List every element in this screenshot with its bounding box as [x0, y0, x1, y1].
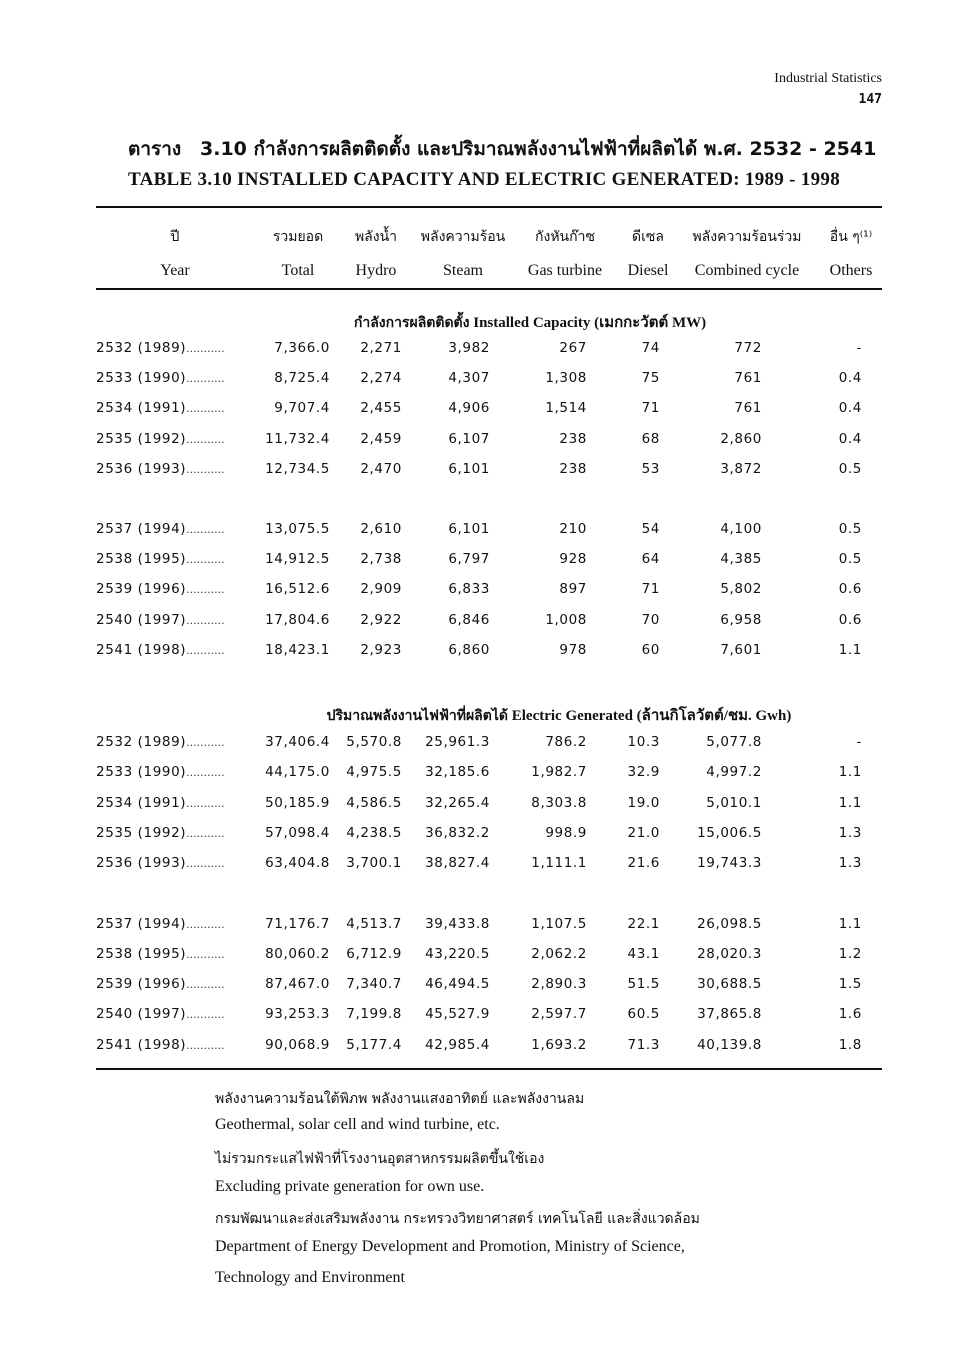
- total-cell: 63,404.8: [265, 855, 330, 872]
- total-cell: 71,176.7: [265, 915, 330, 932]
- gas-turbine-cell: 210: [559, 521, 587, 537]
- total-cell: 12,734.5: [265, 460, 330, 477]
- title-thai: [128, 134, 876, 164]
- year-label: 2535 (1992): [96, 824, 187, 841]
- diesel-cell: 68: [641, 430, 660, 447]
- others-cell: 1.1: [838, 641, 862, 658]
- combined-cycle-cell: 5,802: [720, 581, 762, 598]
- combined-cycle-cell: 4,385: [720, 551, 762, 568]
- gas-turbine-cell: 1,308: [545, 370, 587, 387]
- leader-dots: ...........: [186, 643, 225, 657]
- gas-turbine-cell: 2,597.7: [531, 1006, 587, 1023]
- hydro-cell: 2,610: [360, 521, 402, 537]
- steam-cell: 46,494.5: [425, 976, 490, 993]
- steam-cell: 4,307: [448, 370, 490, 387]
- year-cell: [96, 461, 225, 477]
- year-label: 2532 (1989): [96, 734, 187, 750]
- hydro-cell: 4,238.5: [346, 824, 402, 841]
- table-row: [0, 734, 966, 758]
- combined-cycle-cell: 5,077.8: [706, 734, 762, 750]
- others-cell: 0.4: [838, 430, 862, 447]
- hydro-cell: 2,455: [360, 400, 402, 417]
- hydro-cell: 2,271: [360, 340, 402, 356]
- steam-cell: 6,846: [448, 611, 490, 628]
- col-header-total: รวมยอด Total: [272, 229, 324, 279]
- leader-dots: ...........: [186, 857, 225, 871]
- leader-dots: ...........: [186, 583, 225, 597]
- gas-turbine-cell: 1,008: [545, 611, 587, 628]
- hydro-cell: 4,513.7: [346, 915, 402, 932]
- combined-cycle-cell: 4,997.2: [706, 764, 762, 781]
- year-cell: [96, 795, 225, 811]
- year-label: 2537 (1994): [96, 521, 187, 537]
- year-label: 2534 (1991): [96, 400, 187, 417]
- hydro-cell: 2,738: [360, 551, 402, 568]
- gas-turbine-cell: 1,107.5: [531, 915, 587, 932]
- combined-cycle-cell: 761: [734, 400, 762, 417]
- steam-cell: 6,101: [448, 521, 490, 537]
- others-cell: 1.1: [838, 794, 862, 811]
- col-header-hydro: พลังน้ำ Hydro: [354, 229, 398, 279]
- others-cell: 1.6: [838, 1006, 862, 1023]
- table-row: [0, 521, 966, 545]
- col-header-gas-turbine: กังหันก๊าซ Gas turbine: [527, 229, 603, 279]
- year-label: 2538 (1995): [96, 551, 187, 568]
- others-cell: -: [856, 734, 862, 750]
- total-cell: 11,732.4: [265, 430, 330, 447]
- gas-turbine-cell: 786.2: [545, 734, 587, 750]
- diesel-cell: 71: [641, 400, 660, 417]
- leader-dots: ...........: [186, 947, 225, 961]
- col-header-diesel: ดีเซล Diesel: [627, 229, 669, 279]
- others-cell: 0.5: [838, 521, 862, 537]
- year-label: 2540 (1997): [96, 1006, 187, 1023]
- hydro-cell: 2,909: [360, 581, 402, 598]
- steam-cell: 6,107: [448, 430, 490, 447]
- combined-cycle-cell: 15,006.5: [697, 824, 762, 841]
- year-label: 2536 (1993): [96, 460, 187, 477]
- total-cell: 13,075.5: [265, 521, 330, 537]
- combined-cycle-cell: 37,865.8: [697, 1006, 762, 1023]
- year-cell: [96, 612, 225, 628]
- year-label: 2536 (1993): [96, 855, 187, 872]
- others-cell: 1.3: [838, 824, 862, 841]
- total-cell: 9,707.4: [274, 400, 330, 417]
- table-row: [0, 370, 966, 394]
- col-header-year: ปี Year: [160, 229, 190, 279]
- others-cell: 1.1: [838, 764, 862, 781]
- year-cell: [96, 1006, 225, 1022]
- gas-turbine-cell: 238: [559, 430, 587, 447]
- leader-dots: ...........: [186, 917, 225, 931]
- others-cell: 1.3: [838, 855, 862, 872]
- title-thai-text: 3.10 กำลังการผลิตติดตั้ง และปริมาณพลังงานไฟฟ้าที่ผลิตได้ พ.ศ. 2532 - 2541: [200, 138, 877, 160]
- year-cell: [96, 340, 225, 356]
- combined-cycle-cell: 30,688.5: [697, 976, 762, 993]
- steam-cell: 6,833: [448, 581, 490, 598]
- year-cell: [96, 1037, 225, 1053]
- header-rule: [96, 288, 882, 290]
- steam-cell: 32,185.6: [425, 764, 490, 781]
- total-cell: 80,060.2: [265, 945, 330, 962]
- others-cell: 0.6: [838, 581, 862, 598]
- combined-cycle-cell: 5,010.1: [706, 794, 762, 811]
- steam-cell: 38,827.4: [425, 855, 490, 872]
- combined-cycle-cell: 772: [734, 340, 762, 356]
- others-cell: 1.2: [838, 945, 862, 962]
- combined-cycle-cell: 6,958: [720, 611, 762, 628]
- gas-turbine-cell: 928: [559, 551, 587, 568]
- total-cell: 16,512.6: [265, 581, 330, 598]
- steam-cell: 4,906: [448, 400, 490, 417]
- title-english: TABLE 3.10 INSTALLED CAPACITY AND ELECTRIC GENERATED: 1989 - 1998: [128, 169, 841, 190]
- year-label: 2539 (1996): [96, 581, 187, 598]
- leader-dots: ...........: [186, 826, 225, 840]
- total-cell: 17,804.6: [265, 611, 330, 628]
- year-cell: [96, 946, 225, 962]
- year-cell: [96, 976, 225, 992]
- leader-dots: ...........: [186, 766, 225, 780]
- year-label: 2533 (1990): [96, 370, 187, 387]
- col-header-steam: พลังความร้อน Steam: [420, 229, 506, 279]
- diesel-cell: 74: [641, 340, 660, 356]
- total-cell: 18,423.1: [265, 641, 330, 658]
- combined-cycle-cell: 28,020.3: [697, 945, 762, 962]
- others-cell: 0.5: [838, 551, 862, 568]
- table-row: [0, 855, 966, 879]
- diesel-cell: 19.0: [627, 794, 660, 811]
- hydro-cell: 7,199.8: [346, 1006, 402, 1023]
- year-label: 2539 (1996): [96, 976, 187, 993]
- combined-cycle-cell: 2,860: [720, 430, 762, 447]
- diesel-cell: 71.3: [627, 1036, 660, 1053]
- table-row: [0, 340, 966, 364]
- hydro-cell: 3,700.1: [346, 855, 402, 872]
- gas-turbine-cell: 897: [559, 581, 587, 598]
- gas-turbine-cell: 978: [559, 641, 587, 658]
- diesel-cell: 60: [641, 641, 660, 658]
- gas-turbine-cell: 1,693.2: [531, 1036, 587, 1053]
- leader-dots: ...........: [186, 523, 225, 536]
- others-cell: 0.6: [838, 611, 862, 628]
- year-cell: [96, 521, 225, 537]
- steam-cell: 36,832.2: [425, 824, 490, 841]
- bottom-rule: [96, 1068, 882, 1070]
- gas-turbine-cell: 8,303.8: [531, 794, 587, 811]
- diesel-cell: 54: [641, 521, 660, 537]
- leader-dots: ...........: [186, 1038, 225, 1052]
- leader-dots: ...........: [186, 978, 225, 992]
- col-header-combined-cycle: พลังความร้อนร่วม Combined cycle: [692, 229, 802, 279]
- series-name: Industrial Statistics: [774, 71, 882, 86]
- hydro-cell: 4,975.5: [346, 764, 402, 781]
- diesel-cell: 71: [641, 581, 660, 598]
- gas-turbine-cell: 2,062.2: [531, 945, 587, 962]
- steam-cell: 25,961.3: [425, 734, 490, 750]
- year-cell: [96, 370, 225, 386]
- combined-cycle-cell: 7,601: [720, 641, 762, 658]
- total-cell: 93,253.3: [265, 1006, 330, 1023]
- gas-turbine-cell: 238: [559, 460, 587, 477]
- hydro-cell: 2,274: [360, 370, 402, 387]
- leader-dots: ...........: [186, 402, 225, 416]
- steam-cell: 45,527.9: [425, 1006, 490, 1023]
- year-label: 2533 (1990): [96, 764, 187, 781]
- top-rule: [96, 206, 882, 208]
- hydro-cell: 2,923: [360, 641, 402, 658]
- year-cell: [96, 581, 225, 597]
- combined-cycle-cell: 19,743.3: [697, 855, 762, 872]
- diesel-cell: 64: [641, 551, 660, 568]
- year-cell: [96, 734, 225, 750]
- total-cell: 50,185.9: [265, 794, 330, 811]
- steam-cell: 6,860: [448, 641, 490, 658]
- table-row: [0, 461, 966, 485]
- combined-cycle-cell: 4,100: [720, 521, 762, 537]
- table-row: [0, 551, 966, 575]
- total-cell: 90,068.9: [265, 1036, 330, 1053]
- year-cell: [96, 431, 225, 447]
- hydro-cell: 6,712.9: [346, 945, 402, 962]
- diesel-cell: 53: [641, 460, 660, 477]
- leader-dots: ...........: [186, 1008, 225, 1022]
- table-row: [0, 581, 966, 605]
- page-number: 147: [858, 92, 882, 107]
- gas-turbine-cell: 998.9: [545, 824, 587, 841]
- steam-cell: 3,982: [448, 340, 490, 356]
- combined-cycle-cell: 26,098.5: [697, 915, 762, 932]
- steam-cell: 32,265.4: [425, 794, 490, 811]
- others-cell: 1.5: [838, 976, 862, 993]
- gas-turbine-cell: 2,890.3: [531, 976, 587, 993]
- year-label: 2541 (1998): [96, 641, 187, 658]
- total-cell: 57,098.4: [265, 824, 330, 841]
- leader-dots: ...........: [186, 342, 225, 355]
- hydro-cell: 2,470: [360, 460, 402, 477]
- hydro-cell: 4,586.5: [346, 794, 402, 811]
- table-row: [0, 946, 966, 970]
- steam-cell: 43,220.5: [425, 945, 490, 962]
- leader-dots: ...........: [186, 432, 225, 446]
- hydro-cell: 2,922: [360, 611, 402, 628]
- year-label: 2537 (1994): [96, 915, 187, 932]
- table-row: [0, 642, 966, 666]
- combined-cycle-cell: 761: [734, 370, 762, 387]
- steam-cell: 6,101: [448, 460, 490, 477]
- table-row: [0, 612, 966, 636]
- total-cell: 8,725.4: [274, 370, 330, 387]
- others-cell: 0.4: [838, 370, 862, 387]
- leader-dots: ...........: [186, 736, 225, 749]
- table-row: [0, 976, 966, 1000]
- gas-turbine-cell: 267: [559, 340, 587, 356]
- others-cell: 1.1: [838, 915, 862, 932]
- table-row: [0, 764, 966, 788]
- diesel-cell: 21.0: [627, 824, 660, 841]
- year-label: 2535 (1992): [96, 430, 187, 447]
- hydro-cell: 7,340.7: [346, 976, 402, 993]
- table-row: [0, 1037, 966, 1061]
- total-cell: 7,366.0: [274, 340, 330, 356]
- others-cell: 0.4: [838, 400, 862, 417]
- year-cell: [96, 825, 225, 841]
- diesel-cell: 32.9: [627, 764, 660, 781]
- year-cell: [96, 916, 225, 932]
- diesel-cell: 51.5: [627, 976, 660, 993]
- title-thai-label: ตาราง: [128, 138, 182, 160]
- section-installed-capacity-title: กำลังการผลิตติดตั้ง Installed Capacity (เมกกะวัตต์ MW): [353, 315, 707, 331]
- diesel-cell: 10.3: [627, 734, 660, 750]
- diesel-cell: 22.1: [627, 915, 660, 932]
- table-row: [0, 825, 966, 849]
- gas-turbine-cell: 1,111.1: [531, 855, 587, 872]
- table-row: [0, 795, 966, 819]
- year-label: 2532 (1989): [96, 340, 187, 356]
- year-cell: [96, 551, 225, 567]
- gas-turbine-cell: 1,514: [545, 400, 587, 417]
- others-cell: 0.5: [838, 460, 862, 477]
- leader-dots: ...........: [186, 462, 225, 476]
- leader-dots: ...........: [186, 372, 225, 386]
- table-row: [0, 1006, 966, 1030]
- others-cell: 1.8: [838, 1036, 862, 1053]
- steam-cell: 6,797: [448, 551, 490, 568]
- steam-cell: 39,433.8: [425, 915, 490, 932]
- total-cell: 37,406.4: [265, 734, 330, 750]
- hydro-cell: 5,570.8: [346, 734, 402, 750]
- table-row: [0, 916, 966, 940]
- year-cell: [96, 855, 225, 871]
- table-row: [0, 431, 966, 455]
- gas-turbine-cell: 1,982.7: [531, 764, 587, 781]
- year-label: 2534 (1991): [96, 794, 187, 811]
- others-cell: -: [856, 340, 862, 356]
- steam-cell: 42,985.4: [425, 1036, 490, 1053]
- leader-dots: ...........: [186, 796, 225, 810]
- page-header: [774, 68, 882, 110]
- year-cell: [96, 764, 225, 780]
- combined-cycle-cell: 3,872: [720, 460, 762, 477]
- section-electric-generated-title: ปริมาณพลังงานไฟฟ้าที่ผลิตได้ Electric Generated (ล้านกิโลวัตต์/ชม. Gwh): [326, 708, 792, 724]
- total-cell: 14,912.5: [265, 551, 330, 568]
- col-header-others: อื่น ๆ⁽¹⁾ Others: [829, 229, 873, 279]
- year-label: 2541 (1998): [96, 1036, 187, 1053]
- total-cell: 87,467.0: [265, 976, 330, 993]
- hydro-cell: 5,177.4: [346, 1036, 402, 1053]
- diesel-cell: 60.5: [627, 1006, 660, 1023]
- year-cell: [96, 400, 225, 416]
- leader-dots: ...........: [186, 613, 225, 627]
- total-cell: 44,175.0: [265, 764, 330, 781]
- year-label: 2538 (1995): [96, 945, 187, 962]
- hydro-cell: 2,459: [360, 430, 402, 447]
- diesel-cell: 21.6: [627, 855, 660, 872]
- year-cell: [96, 642, 225, 658]
- diesel-cell: 75: [641, 370, 660, 387]
- combined-cycle-cell: 40,139.8: [697, 1036, 762, 1053]
- diesel-cell: 70: [641, 611, 660, 628]
- year-label: 2540 (1997): [96, 611, 187, 628]
- leader-dots: ...........: [186, 553, 225, 567]
- table-row: [0, 400, 966, 424]
- diesel-cell: 43.1: [627, 945, 660, 962]
